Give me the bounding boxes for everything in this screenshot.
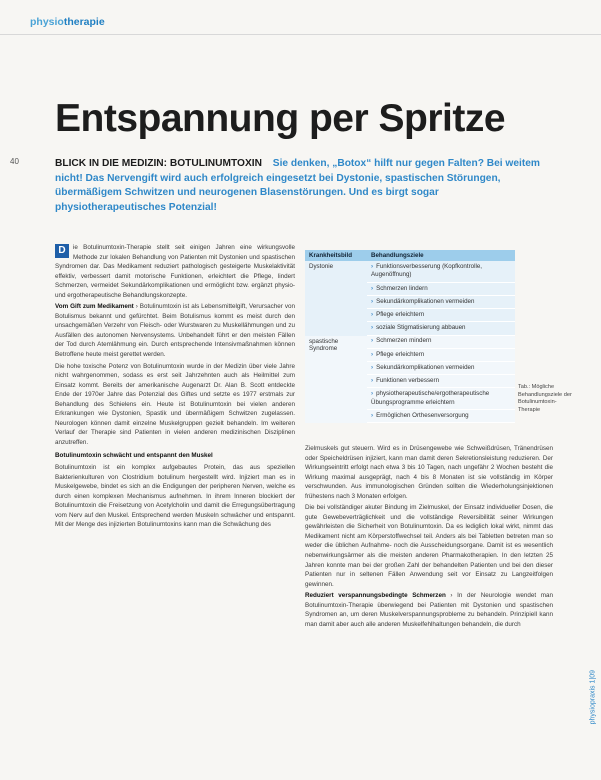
table-header-row <box>305 250 515 261</box>
goal-item: › Funktionsverbesserung (Kopfkontrolle, Augenöffnung) <box>367 261 515 283</box>
intro-paragraph: D ie Botulinumtoxin-Therapie stellt seit einigen Jahren eine wirkungsvolle Methode zur lokalen Behandlung von Patienten mit Dystonien und spastischen Syndromen dar. Das Medikament reduziert pathologisch gesteigerte Muskelaktivität effektiv, verbessert damit motorische Funktionen, erleichtert die Pflege, lindert Schmerzen, vermeidet Sekundärkomplikationen und ermöglicht bzw. ergänzt physio- und ergotherapeutische Behandlungskonzepte. <box>55 244 295 299</box>
table-row <box>305 261 515 336</box>
body-column-right <box>305 444 553 631</box>
table-header-goals: Behandlungsziele <box>367 250 515 261</box>
goal-item: › Pflege erleichtern <box>367 349 515 362</box>
section-paragraph: Vom Gift zum Medikament › Botulinumtoxin ist als Lebensmittelgift, Verursacher von Botulismus bekannt und gefürchtet. Beim Botulismus kommt es meist durch den unsachgemäßen Verzehr von Fleisch- oder Wurstwaren zu Muskellähmungen und zu Ausfällen des autonomen Nervensystems. Unbehandelt führt er den meisten Fällen der Tod durch Atemlähmung ein. Durch entsprechende Intensivmaßnahmen können Betroffene heute meist gerettet werden. <box>55 303 295 359</box>
goal-item: › Schmerzen lindern <box>367 283 515 296</box>
goal-item: › physiotherapeutische/ergotherapeutische Übungsprogramme erleichtern <box>367 388 515 410</box>
brand-light: physio <box>30 16 64 28</box>
body-column-left <box>55 243 295 532</box>
goal-item: › soziale Stigmatisierung abbauen <box>367 322 515 335</box>
lead-text: Sie denken, „Botox“ hilft nur gegen Falten? Bei weitem nicht! Das Nervengift wird auch erfolgreich eingesetzt bei Dystonie, spastischen Störungen, übermäßigem Schwitzen und neurogenen Blasenstörungen. Und es birgt sogar physiotherapeutisches Potenzial! <box>55 158 540 213</box>
section-heading: Reduziert verspannungsbedingte Schmerzen <box>305 592 446 600</box>
brand-bold: therapie <box>63 16 105 28</box>
header-rule <box>0 34 601 35</box>
goal-item: › Funktionen verbessern <box>367 375 515 388</box>
table-header-condition: Krankheitsbild <box>305 250 367 261</box>
section-paragraph: Reduziert verspannungsbedingte Schmerzen › In der Neurologie wendet man Botulinumtoxin-Therapie überwiegend bei Patienten mit Dystonien und spastischen Syndromen an, um deren Muskelverspannungsprobleme zu behandeln. Prinzipiell kann man damit aber auch alle anderen Muskelfehlhaltungen behandeln, die durch <box>305 592 553 628</box>
article-lead <box>55 157 545 215</box>
section-heading: Botulinumtoxin schwächt und entspannt den Muskel <box>55 452 213 460</box>
goal-item: › Sekundärkomplikationen vermeiden <box>367 362 515 375</box>
table-goals <box>367 336 515 424</box>
page-number: 40 <box>10 157 19 166</box>
issue-credit: physiopraxis 1|09 <box>589 670 596 725</box>
article-title: Entspannung per Spritze <box>55 97 506 140</box>
table-condition: spastische Syndrome <box>305 336 367 424</box>
section-heading: Vom Gift zum Medikament <box>55 303 134 311</box>
body-paragraph: Die hohe toxische Potenz von Botulinumtoxin wurde in der Medizin über viele Jahre nicht wahrgenommen, sodass es erst seit Jahrzehnten auch als Heilmittel zum Einsatz kommt. Bereits der amerikanische Augenarzt Dr. Alan B. Scott entdeckte Ende der 1970er Jahre das Potenzial des Giftes und setzte es 1977 erstmals zur Behandlung des Schielens ein. Heute ist Botulinumtoxin bei vielen anderen Erkrankungen wie Dystonien, Spastik und übermäßigem Schwitzen zugelassen. Neurologen können damit einzelne Muskelgruppen gezielt behandeln. Im weiteren Verlauf der Therapie sind Patienten in vielen anderen medizinischen Disziplinen anzutreffen. <box>55 362 295 446</box>
goal-item: › Schmerzen mindern <box>367 336 515 349</box>
table-caption: Tab.: Mögliche Behandlungsziele der Botulinumtoxin-Therapie <box>518 384 572 413</box>
body-paragraph: Zielmuskels gut steuern. Wird es in Drüsengewebe wie Schweißdrüsen, Tränendrüsen oder Speicheldrüsen injiziert, kann man damit deren Sekretionsleistung reduzieren. Der Wirkungseintritt erfolgt nach etwa 3 bis 10 Tagen, nach ungefähr 2 Wochen besteht die Wirkung maximal ausgeprägt, nach 4 bis 8 Monaten ist sie vollständig im Körper verschwunden. Aus immunologischen Gründen sollten die Wiederholungsinjektionen frühestens nach 3 Monaten erfolgen. <box>305 445 553 500</box>
body-paragraph: Die bei vollständiger akuter Bindung im Zielmuskel, der Einsatz individueller Dosen, die gute Gewebeverträglichkeit und die vollständige Reversibilität seiner Wirkungen gewährleisten die Sicherheit von Botulinumtoxin. Da es lediglich lokal wirkt, nimmt das Medikament nicht am Körperstoffwechsel teil. Anders als bei Tabletten betreten man so weder die üblichen Aufnahme- noch die Ausscheidungsorgane. Damit ist es wesentlich nebenwirkungsärmer als die meisten anderen Pharmakotherapien. In den letzten 25 Jahren konnte man bei der großen Zahl der behandelten Patienten und bei den dieser Patienten nur in seltenen Fällen Anwendung seit vor Einsatz zu Langzeitfolgen gewinnen. <box>305 504 553 588</box>
treatment-goals-table <box>305 250 515 423</box>
goal-item: › Ermöglichen Orthesenversorgung <box>367 410 515 423</box>
magazine-section-label <box>30 16 105 28</box>
table-condition: Dystonie <box>305 261 367 336</box>
goal-item: › Sekundärkomplikationen vermeiden <box>367 296 515 309</box>
table-goals <box>367 261 515 336</box>
goal-item: › Pflege erleichtern <box>367 309 515 322</box>
lead-kicker: BLICK IN DIE MEDIZIN: BOTULINUMTOXIN <box>55 158 262 169</box>
body-paragraph: Botulinumtoxin ist ein komplex aufgebautes Protein, das aus speziellen Bakterienkulturen von Clostridium botulinum hergestellt wird. Injiziert man es in Muskelgewebe, bindet es sich an die Endigungen der peripheren Nerven, welche es durch einen komplexen Mechanismus aufnehmen. In ihrem Inneren blockiert der Botulinumtoxin die Freisetzung von Acetylcholin und damit die Erregungsübertragung vom Nerv auf den Muskel. Entsprechend werden Muskeln schwächer und entspannt. Mit der Menge des injizierten Botulinumtoxins kann man die Schwächung des <box>55 464 295 529</box>
table-row <box>305 336 515 424</box>
drop-cap: D <box>55 244 69 258</box>
